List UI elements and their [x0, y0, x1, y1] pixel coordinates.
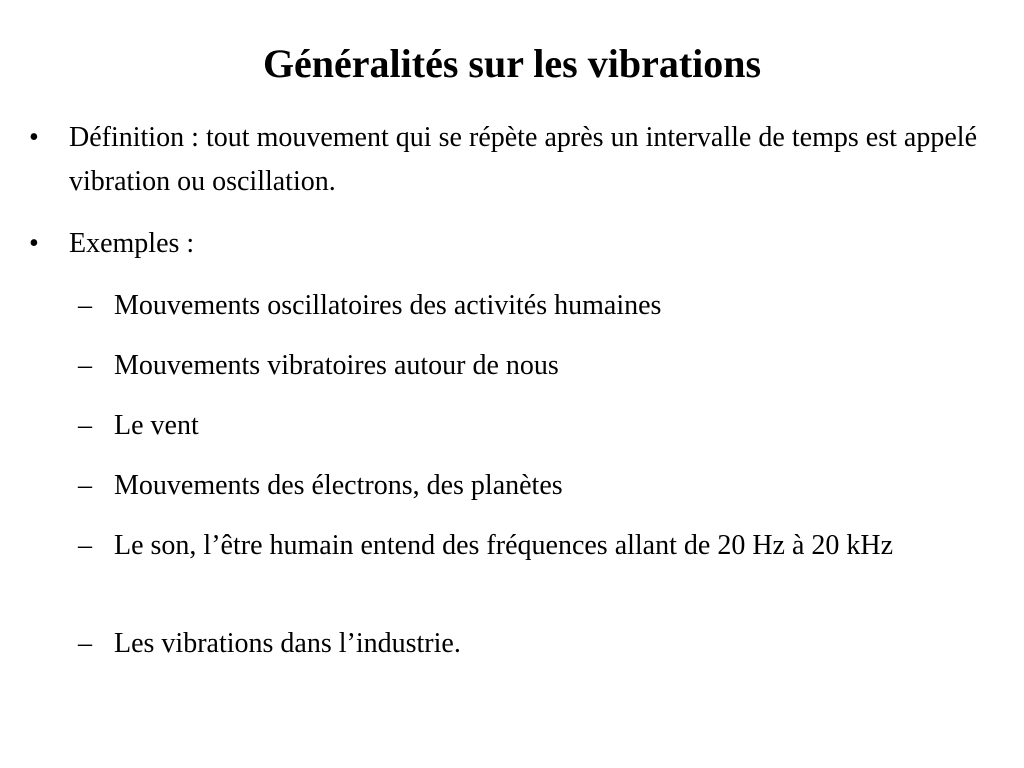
sub-item-son — [78, 524, 978, 612]
dash-marker: – — [78, 470, 92, 501]
sub-item-vibratoires — [78, 344, 978, 388]
dash-marker: – — [78, 350, 92, 381]
sub-item-vent — [78, 404, 978, 448]
slide-title: Généralités sur les vibrations — [262, 41, 762, 86]
bullet-marker: • — [29, 122, 39, 153]
bullet-examples — [29, 222, 977, 266]
sub-item-text: Les vibrations dans l’industrie. — [114, 628, 461, 659]
dash-marker: – — [78, 410, 92, 441]
dash-marker: – — [78, 530, 92, 561]
dash-marker: – — [78, 290, 92, 321]
sub-item-text: Mouvements oscillatoires des activités humaines — [114, 290, 662, 321]
bullet-definition — [29, 116, 977, 204]
sub-item-activites-humaines — [78, 284, 978, 328]
bullet-marker: • — [29, 228, 39, 259]
sub-item-industrie — [78, 622, 978, 666]
sub-item-electrons — [78, 464, 978, 508]
sub-item-text: Mouvements vibratoires autour de nous — [114, 350, 559, 381]
bullet-text: Définition : tout mouvement qui se répète après un intervalle de temps est appelé vibration ou oscillation. — [69, 122, 977, 197]
bullet-text: Exemples : — [69, 228, 195, 259]
dash-marker: – — [78, 628, 92, 659]
sub-item-text: Mouvements des électrons, des planètes — [114, 470, 563, 501]
sub-item-text: Le son, l’être humain entend des fréquences allant de 20 Hz à 20 kHz — [114, 530, 894, 561]
sub-item-text: Le vent — [114, 410, 199, 441]
